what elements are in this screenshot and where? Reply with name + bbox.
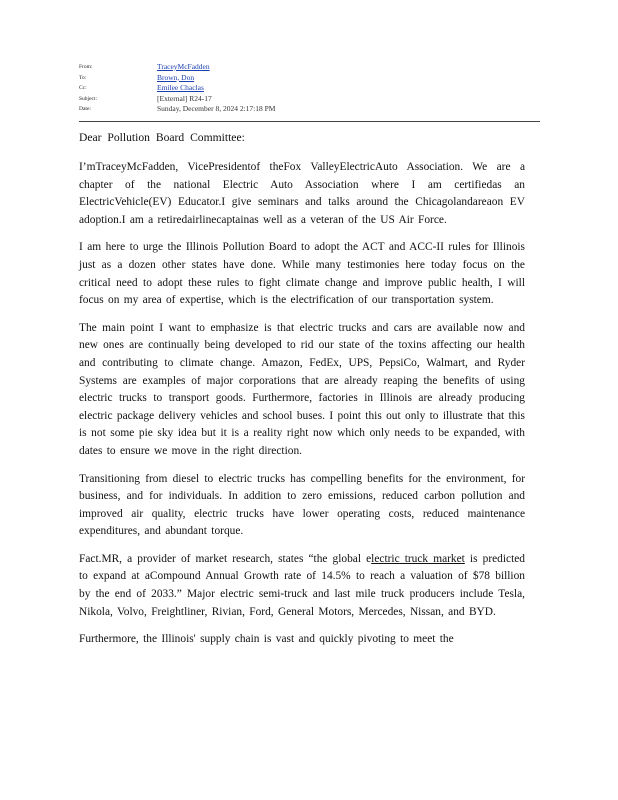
header-row-cc xyxy=(79,83,539,94)
to-label: To: xyxy=(79,74,87,81)
to-recipient-link[interactable]: Brown, Don xyxy=(157,72,195,82)
electric-truck-market-link[interactable]: lectric truck market xyxy=(371,552,465,565)
header-row-to xyxy=(79,73,539,84)
salutation: Dear Pollution Board Committee: xyxy=(79,131,245,144)
date-value: Sunday, December 8, 2024 2:17:18 PM xyxy=(157,104,276,114)
header-divider xyxy=(79,121,540,122)
paragraph-introduction: I’mTraceyMcFadden, VicePresidentof theFox ValleyElectricAuto Association. We are a chapter of the national Electric Auto Association where I am certifiedas an ElectricVehicle(EV) Educator.I give seminars and talks around the Chicagolandareaon EV adoption.I am a retiredairlinecaptainas well as a veteran of the US Air Force. xyxy=(79,161,525,226)
cc-recipient-link[interactable]: Emilee Chaclas xyxy=(157,83,204,93)
paragraph-market-research xyxy=(79,551,525,621)
from-sender-link[interactable]: TraceyMcFadden xyxy=(157,62,210,71)
paragraph-urge-adoption: I am here to urge the Illinois Pollution Board to adopt the ACT and ACC-II rules for Illinois just as a dozen other states have done. While many testimonies here today focus on the critical need to adopt these rules to fight climate change and improve public health, I will focus on my area of expertise, which is the electrification of our transportation system. xyxy=(79,241,525,307)
header-row-from xyxy=(79,62,539,73)
paragraph-supply-chain: Furthermore, the Illinois' supply chain is vast and quickly pivoting to meet the xyxy=(79,633,454,646)
cc-label: Cc: xyxy=(79,85,87,92)
market-research-text-end: is predicted to expand at aCompound Annual Growth rate of 14.5% to reach a valuation of $78 billion by the end of 2033.” Major electric semi-truck and last mile truck producers include Tesla, Nikola, Volvo, Freightliner, Rivian, Ford, General Motors, Mercedes, Nissan, and BYD. xyxy=(79,552,525,618)
header-row-subject xyxy=(79,94,539,105)
email-body xyxy=(79,128,525,659)
subject-label: Subject: xyxy=(79,95,98,102)
paragraph-benefits: Transitioning from diesel to electric trucks has compelling benefits for the environment, for business, and for individuals. In addition to zero emissions, reduced carbon pollution and improved air quality, electric trucks have lower operating costs, reduced maintenance expenditures, and abundant torque. xyxy=(79,472,525,538)
date-label: Date: xyxy=(79,106,91,113)
email-header xyxy=(79,62,539,115)
subject-value: [External] R24-17 xyxy=(157,93,212,103)
from-label: From: xyxy=(79,64,93,70)
paragraph-main-point: The main point I want to emphasize is that electric trucks and cars are available now and new ones are continually being developed to rid our state of the toxins affecting our health and contributing to climate change. Amazon, FedEx, UPS, PepsiCo, Walmart, and Ryder Systems are examples of major corporations that are already reaping the benefits of using electric trucks to transport goods. Furthermore, factories in Illinois are already producing electric package delivery vehicles and school buses. I point this out only to illustrate that this is not some pie sky idea but it is a reality right now which only needs to be expanded, with dates to ensure we move in the right direction. xyxy=(79,321,525,457)
market-research-text-start: Fact.MR, a provider of market research, states “the global e xyxy=(79,552,372,565)
header-row-date xyxy=(79,104,539,115)
